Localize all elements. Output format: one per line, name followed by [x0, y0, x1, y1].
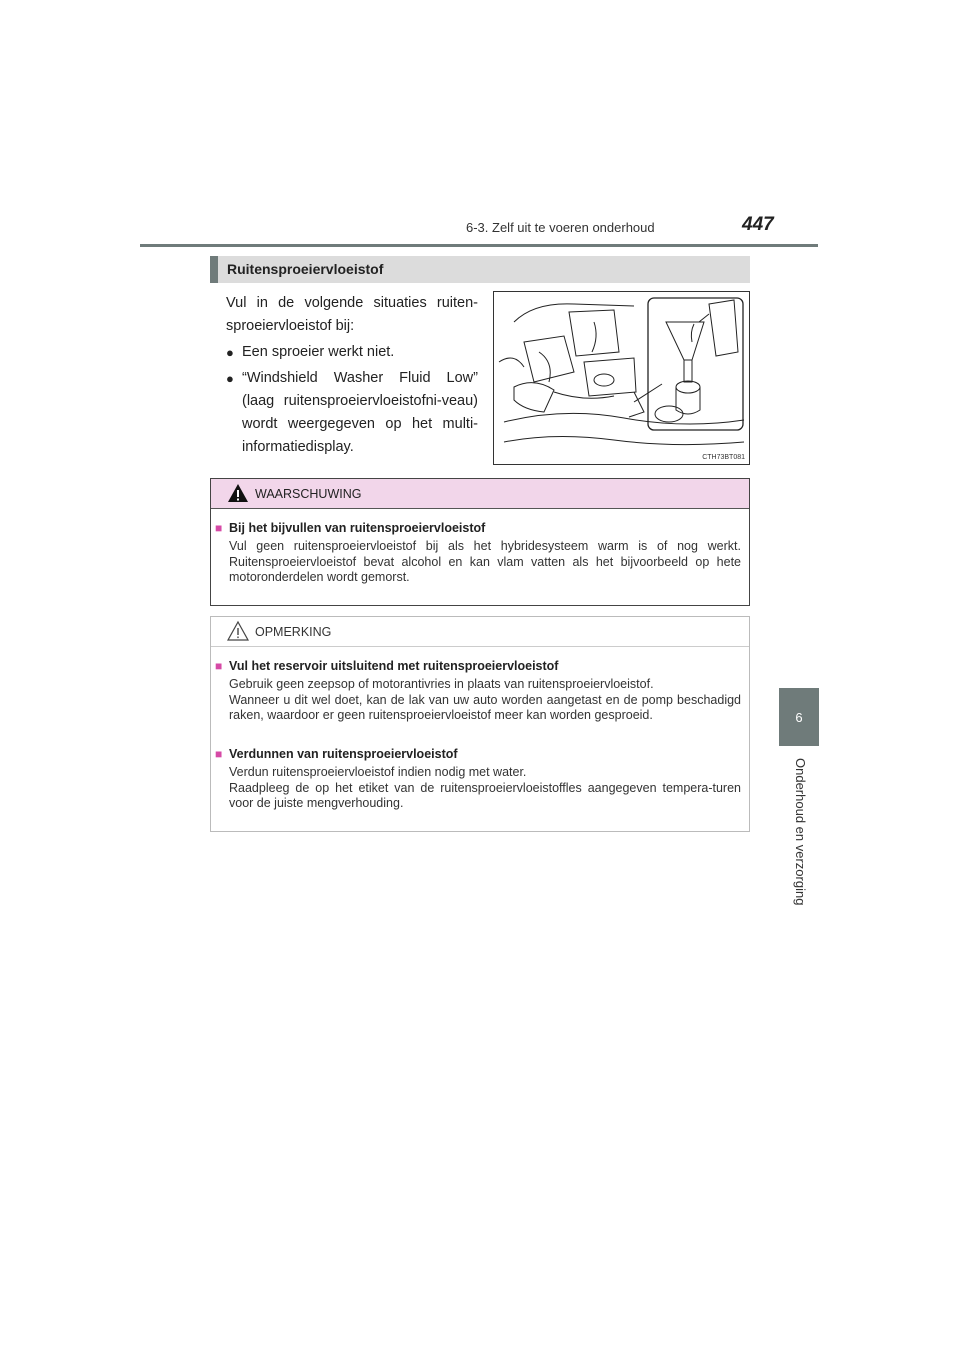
note-item-heading: Verdunnen van ruitensproeiervloeistof [229, 747, 458, 761]
note-item-line: Verdun ruitensproeiervloeistof indien nodig met water. [229, 765, 527, 779]
note-item-line: Wanneer u dit wel doet, kan de lak van uw auto worden aangetast en de pomp beschadigd raken, waardoor er geen ruitensproeiervloeistof meer kan worden gesproeid. [229, 692, 741, 722]
chapter-number: 6 [795, 709, 803, 725]
warning-triangle-icon [227, 482, 249, 504]
square-bullet-icon: ■ [215, 521, 223, 535]
section-title: Ruitensproeiervloeistof [227, 261, 384, 277]
warning-item-heading: Bij het bijvullen van ruitensproeiervloeistof [229, 521, 486, 535]
note-item [215, 659, 741, 724]
intro-text [226, 292, 478, 459]
intro-bullet [226, 341, 478, 364]
note-title: OPMERKING [255, 625, 332, 639]
section-path: 6-3. Zelf uit te voeren onderhoud [466, 220, 655, 235]
square-bullet-icon: ■ [215, 659, 223, 673]
chapter-tab[interactable] [779, 688, 819, 746]
bullet-icon: ● [226, 345, 234, 360]
note-item [215, 747, 741, 812]
note-header [211, 617, 749, 647]
bullet-text: “Windshield Washer Fluid Low” (laag ruitensproeiervloeistofni-veau) wordt weergegeven op het multi-informatiedisplay. [242, 370, 478, 455]
warning-title: WAARSCHUWING [255, 487, 362, 501]
note-item-heading: Vul het reservoir uitsluitend met ruitensproeiervloeistof [229, 659, 559, 673]
note-item-line: Raadpleeg de op het etiket van de ruitensproeiervloeistoffles aangegeven tempera-turen voor de juiste mengverhouding. [229, 780, 741, 810]
section-title-bar [210, 256, 750, 283]
page-number: 447 [742, 214, 774, 235]
warning-header [211, 479, 749, 509]
engine-bay-illustration [493, 291, 750, 465]
bullet-text: Een sproeier werkt niet. [242, 344, 395, 360]
figure-code: CTH73BT081 [702, 454, 745, 461]
warning-box [210, 478, 750, 606]
note-box [210, 616, 750, 832]
warning-item-body: Vul geen ruitensproeiervloeistof bij als het hybridesysteem warm is of nog werkt. Ruitensproeiervloeistof bevat alcohol en kan vlam vatten als het bijvoorbeeld op hete motoronderdelen wordt gemorst. [229, 539, 741, 584]
bullet-icon: ● [226, 371, 234, 386]
note-item-line: Gebruik geen zeepsop of motorantivries in plaats van ruitensproeiervloeistof. [229, 677, 654, 691]
intro-paragraph: Vul in de volgende situaties ruiten-sproeiervloeistof bij: [226, 295, 478, 334]
chapter-title: Onderhoud en verzorging [793, 758, 808, 906]
header-rule [140, 244, 818, 247]
warning-item [215, 521, 741, 586]
funnel-refill-illustration [494, 292, 749, 464]
square-bullet-icon: ■ [215, 747, 223, 761]
caution-triangle-outline-icon [227, 620, 249, 642]
intro-bullet [226, 367, 478, 459]
